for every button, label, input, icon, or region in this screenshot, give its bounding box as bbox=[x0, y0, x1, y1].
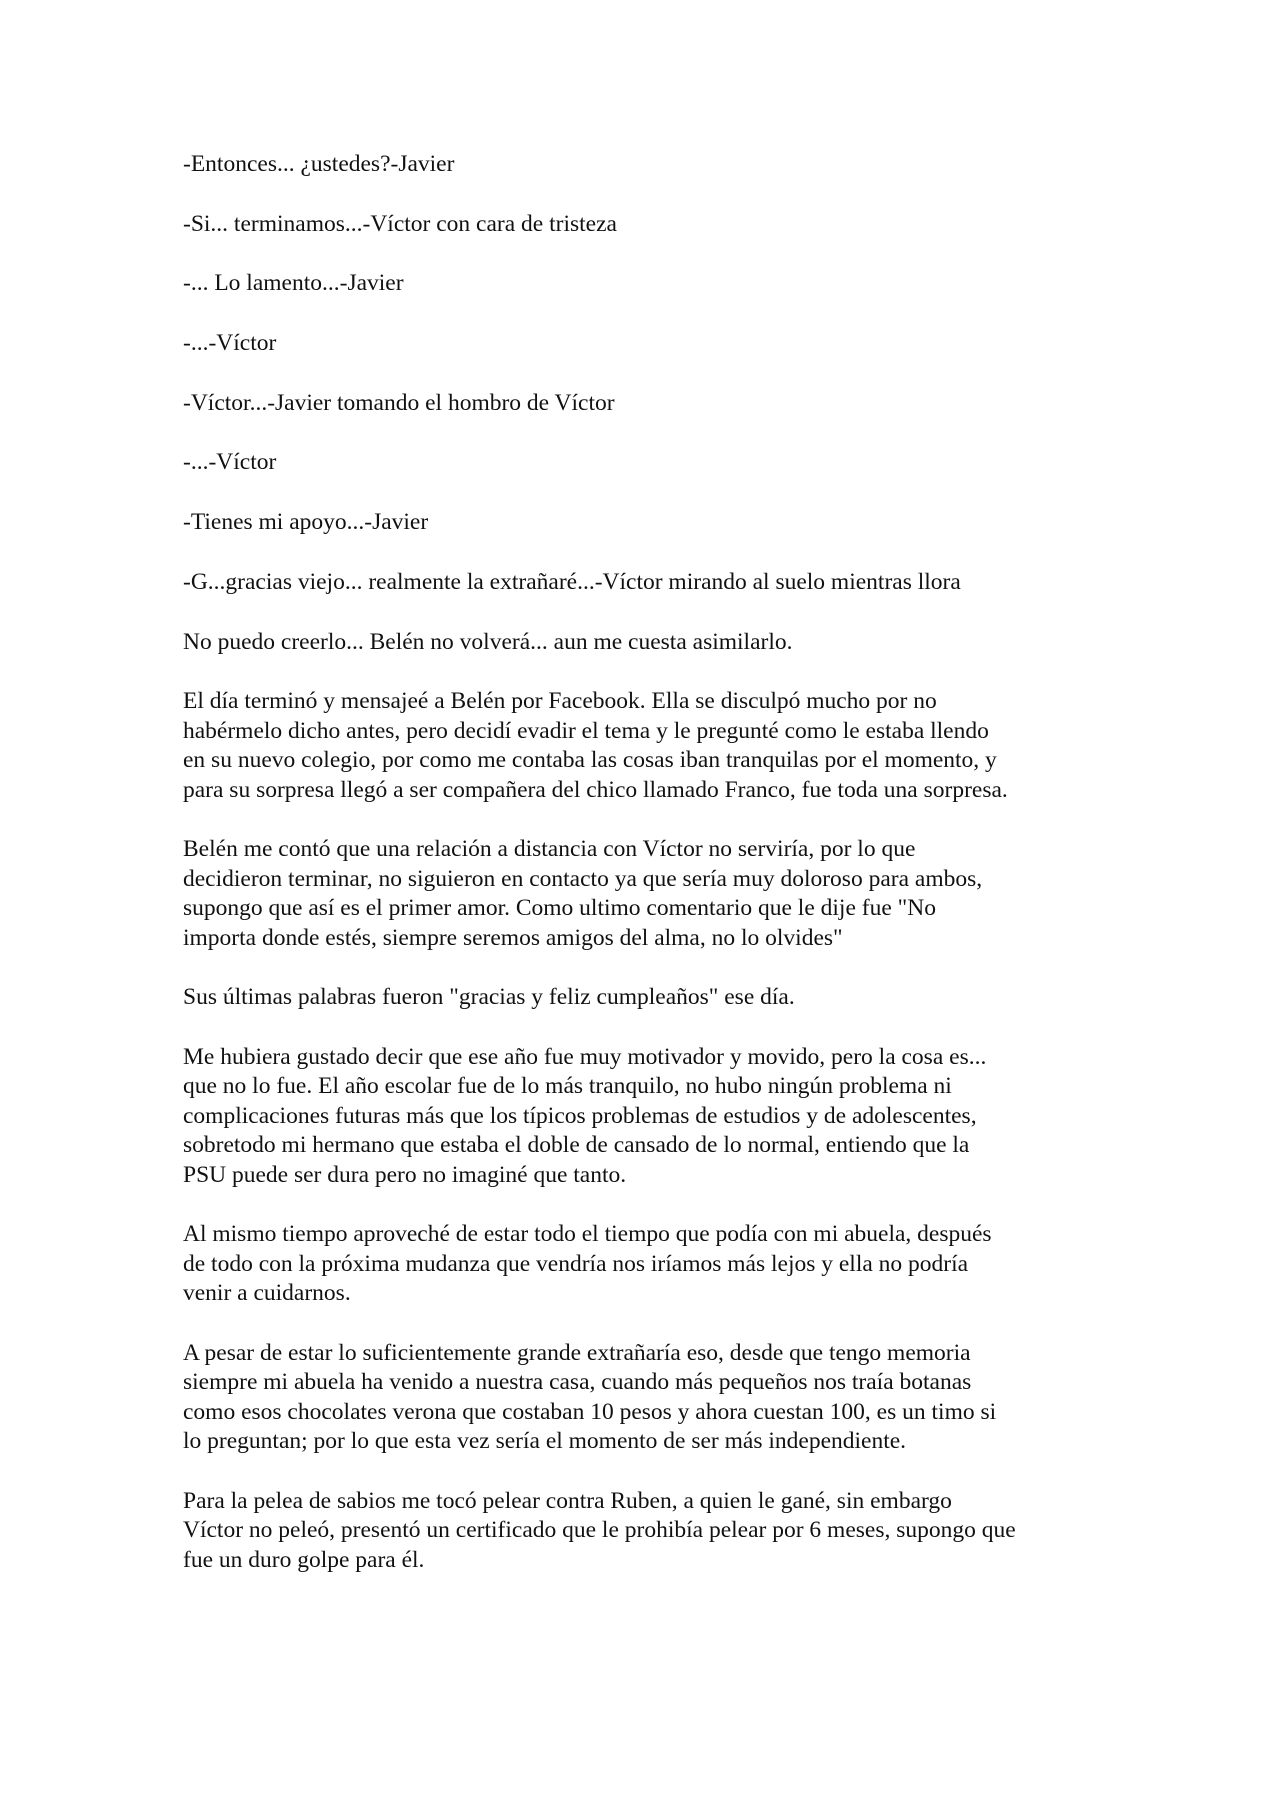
paragraph: -G...gracias viejo... realmente la extrañaré...-Víctor mirando al suelo mientras llora bbox=[183, 568, 961, 595]
paragraph: Al mismo tiempo aproveché de estar todo el tiempo que podía con mi abuela, después de todo con la próxima mudanza que vendría nos iríamos más lejos y ella no podría venir a cuidarnos. bbox=[183, 1221, 992, 1306]
paragraph: -...-Víctor bbox=[183, 330, 277, 357]
paragraph: -... Lo lamento...-Javier bbox=[183, 270, 404, 297]
paragraph: -Víctor...-Javier tomando el hombro de Víctor bbox=[183, 389, 615, 416]
paragraph: -Entonces... ¿ustedes?-Javier bbox=[183, 151, 455, 177]
document-body bbox=[183, 150, 1103, 1605]
paragraph: Para la pelea de sabios me tocó pelear contra Ruben, a quien le gané, sin embargo Víctor no peleó, presentó un certificado que le prohibía pelear por 6 meses, supongo que fue un duro golpe para él. bbox=[183, 1487, 1016, 1573]
paragraph: El día terminó y mensajeé a Belén por Facebook. Ella se disculpó mucho por no habérmelo dicho antes, pero decidí evadir el tema y le pregunté como le estaba llendo en su nuevo colegio, por como me contaba las cosas iban tranquilas por el momento, y para su sorpresa llegó a ser compañera del chico llamado Franco, fue toda una sorpresa. bbox=[183, 688, 1008, 803]
paragraph: Sus últimas palabras fueron "gracias y feliz cumpleaños" ese día. bbox=[183, 984, 795, 1010]
paragraph: Me hubiera gustado decir que ese año fue muy motivador y movido, pero la cosa es... que no lo fue. El año escolar fue de lo más tranquilo, no hubo ningún problema ni complicaciones futuras más que los típicos problemas de estudios y de adolescentes, sobretodo mi hermano que estaba el doble de cansado de lo normal, entiendo que la PSU puede ser dura pero no imaginé que tanto. bbox=[183, 1043, 987, 1188]
paragraph: A pesar de estar lo suficientemente grande extrañaría eso, desde que tengo memoria siempre mi abuela ha venido a nuestra casa, cuando más pequeños nos traía botanas como esos chocolates verona que costaban 10 pesos y ahora cuestan 100, es un timo si lo preguntan; por lo que esta vez sería el momento de ser más independiente. bbox=[183, 1339, 997, 1454]
paragraph: No puedo creerlo... Belén no volverá... aun me cuesta asimilarlo. bbox=[183, 628, 793, 655]
paragraph: Belén me contó que una relación a distancia con Víctor no serviría, por lo que decidieron terminar, no siguieron en contacto ya que sería muy doloroso para ambos, supongo que así es el primer amor. Como ultimo comentario que le dije fue "No importa donde estés, siempre seremos amigos del alma, no lo olvides" bbox=[183, 836, 983, 951]
paragraph: -...-Víctor bbox=[183, 449, 277, 476]
paragraph: -Si... terminamos...-Víctor con cara de tristeza bbox=[183, 210, 617, 237]
paragraph: -Tienes mi apoyo...-Javier bbox=[183, 509, 429, 536]
